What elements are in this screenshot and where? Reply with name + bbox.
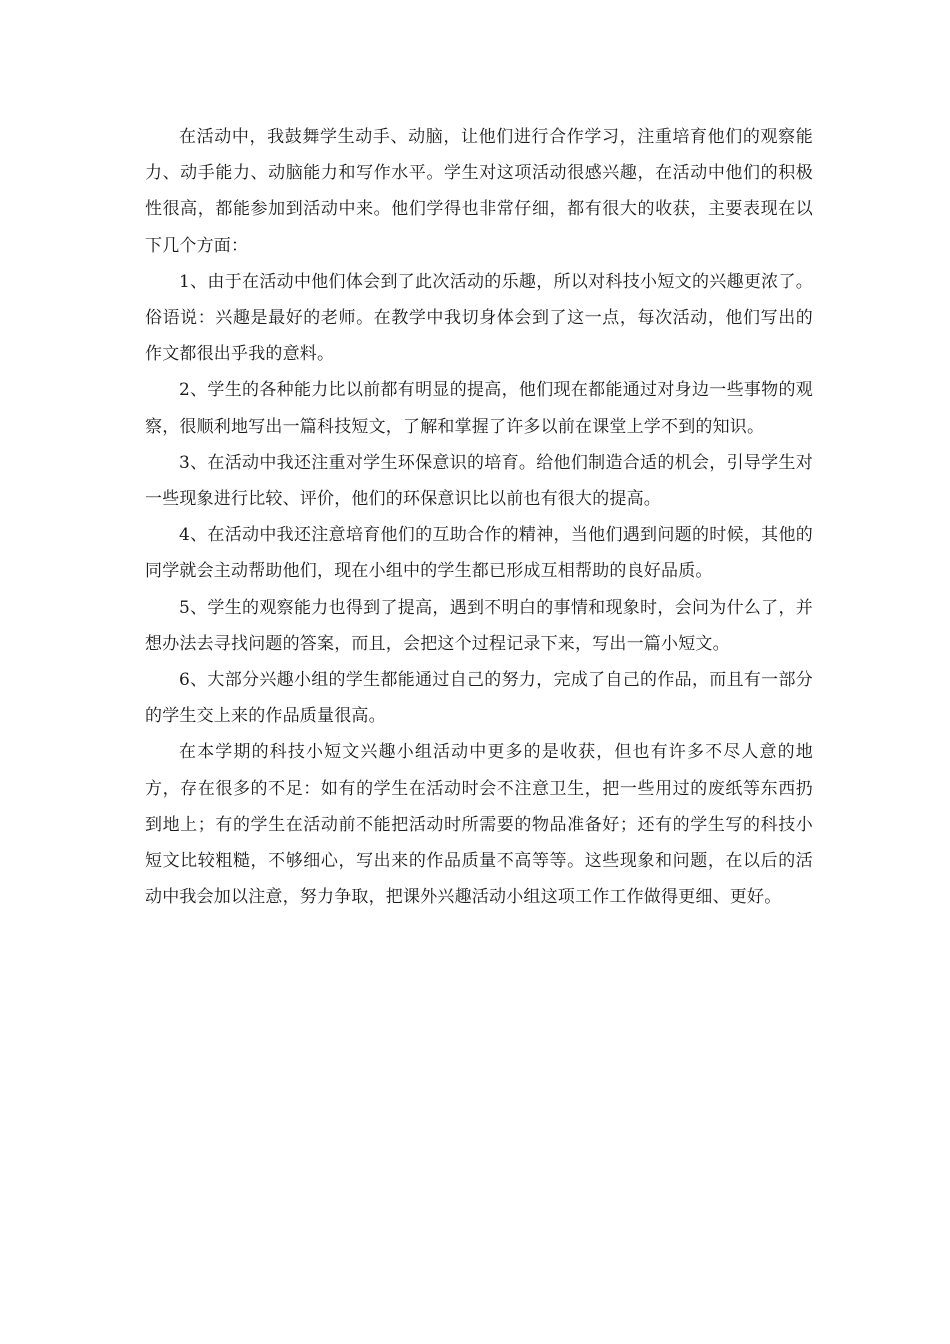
document-body (145, 119, 813, 915)
paragraph-point-1: 1、由于在活动中他们体会到了此次活动的乐趣，所以对科技小短文的兴趣更浓了。俗语说：兴趣是最好的老师。在教学中我切身体会到了这一点，每次活动，他们写出的作文都很出乎我的意料。 (145, 271, 813, 365)
paragraph-point-3: 3、在活动中我还注重对学生环保意识的培育。给他们制造合适的机会，引导学生对一些现象进行比较、评价，他们的环保意识比以前也有很大的提高。 (145, 452, 813, 510)
paragraph-point-2: 2、学生的各种能力比以前都有明显的提高，他们现在都能通过对身边一些事物的观察，很顺利地写出一篇科技短文，了解和掌握了许多以前在课堂上学不到的知识。 (145, 380, 813, 437)
paragraph-conclusion: 在本学期的科技小短文兴趣小组活动中更多的是收获，但也有许多不尽人意的地方，存在很多的不足：如有的学生在活动时会不注意卫生，把一些用过的废纸等东西扔到地上；有的学生在活动前不能把活动时所需要的物品准备好；还有的学生写的科技小短文比较粗糙，不够细心，写出来的作品质量不高等等。这些现象和问题，在以后的活动中我会加以注意，努力争取，把课外兴趣活动小组这项工作工作做得更细、更好。 (145, 742, 813, 908)
paragraph-point-4: 4、在活动中我还注意培育他们的互助合作的精神，当他们遇到问题的时候，其他的同学就会主动帮助他们，现在小组中的学生都已形成互相帮助的良好品质。 (145, 525, 813, 582)
paragraph-point-5: 5、学生的观察能力也得到了提高，遇到不明白的事情和现象时，会问为什么了，并想办法去寻找问题的答案，而且，会把这个过程记录下来，写出一篇小短文。 (145, 597, 813, 654)
paragraph-intro: 在活动中，我鼓舞学生动手、动脑，让他们进行合作学习，注重培育他们的观察能力、动手能力、动脑能力和写作水平。学生对这项活动很感兴趣，在活动中他们的积极性很高，都能参加到活动中来。他们学得也非常仔细，都有很大的收获，主要表现在以下几个方面： (145, 127, 813, 256)
paragraph-point-6: 6、大部分兴趣小组的学生都能通过自己的努力，完成了自己的作品，而且有一部分的学生交上来的作品质量很高。 (145, 670, 813, 727)
